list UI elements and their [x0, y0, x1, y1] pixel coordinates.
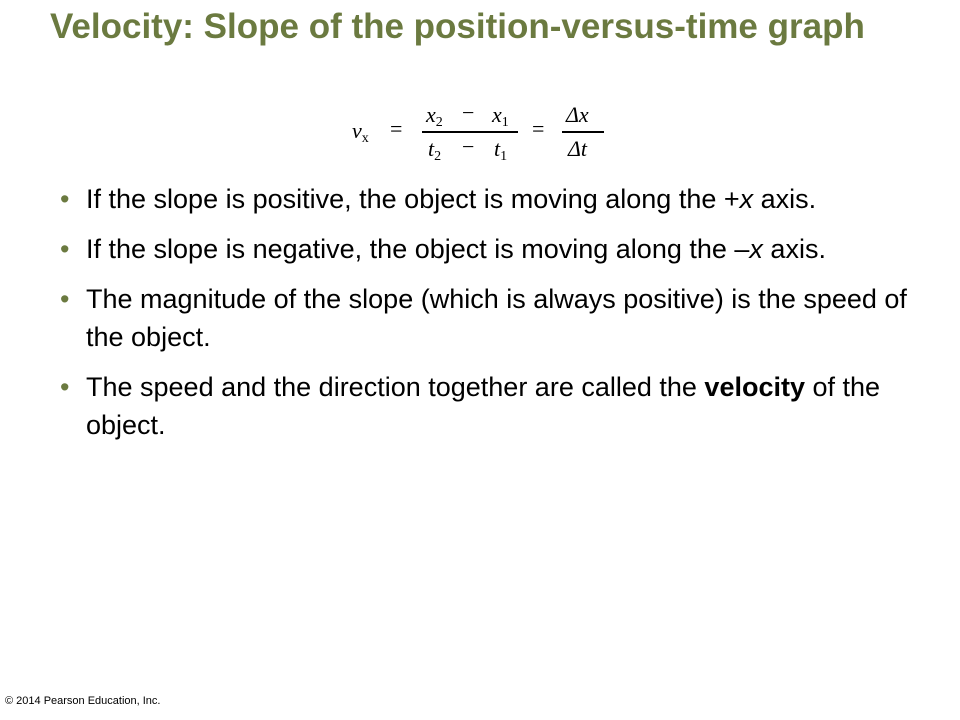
- bullet-item: [60, 368, 920, 444]
- bullet-text: [86, 372, 880, 440]
- bullet-marker: •: [60, 284, 70, 314]
- bullet-item: [60, 280, 920, 356]
- bullet-item: [60, 180, 920, 218]
- eq-delta-t: Δt: [568, 136, 588, 161]
- eq-num-a-var: x: [426, 102, 436, 127]
- bullet-text-bold: velocity: [704, 372, 805, 402]
- eq-den-a-var: t: [428, 136, 435, 161]
- eq-num-minus: −: [462, 100, 475, 125]
- eq-den-b-var: t: [494, 136, 501, 161]
- bullet-text: [86, 184, 816, 214]
- bullet-text-part: If the slope is positive, the object is moving along the +: [86, 184, 740, 214]
- bullet-text: [86, 234, 826, 264]
- eq-den-b: [494, 136, 507, 165]
- eq-lhs-var: v: [352, 118, 362, 143]
- bullet-text: The magnitude of the slope (which is always positive) is the speed of the object.: [86, 284, 907, 352]
- bullet-text-part: The speed and the direction together are called the: [86, 372, 705, 402]
- eq-delta-x: Δx: [566, 102, 589, 127]
- eq-equals-2: =: [532, 116, 545, 141]
- eq-den-a: [428, 136, 441, 165]
- bullet-marker: •: [60, 372, 70, 402]
- slide-title: Velocity: Slope of the position-versus-time graph: [50, 7, 865, 46]
- bullet-marker: •: [60, 234, 70, 264]
- eq-den-a-sub: 2: [434, 149, 442, 164]
- bullet-text-part: axis.: [753, 184, 817, 214]
- copyright-notice: © 2014 Pearson Education, Inc.: [5, 695, 161, 707]
- eq-num-a-sub: 2: [435, 115, 443, 130]
- eq-num-b-var: x: [492, 102, 502, 127]
- bullet-text-italic: x: [739, 184, 754, 214]
- eq-num-a: [426, 102, 443, 131]
- eq-den-minus: −: [462, 134, 475, 159]
- eq-den-b-sub: 1: [500, 149, 508, 164]
- bullet-marker: •: [60, 184, 70, 214]
- eq-num-b: [492, 102, 509, 131]
- bullet-text-part: of the object.: [86, 372, 881, 440]
- velocity-equation: [352, 100, 608, 164]
- eq-fraction-bar-2: [562, 131, 604, 133]
- eq-fraction-bar-1: [422, 131, 518, 133]
- bullet-text-part: If the slope is negative, the object is moving along the –: [86, 234, 750, 264]
- eq-num-b-sub: 1: [501, 115, 509, 130]
- bullet-list: [60, 180, 920, 456]
- eq-equals-1: =: [390, 116, 403, 141]
- bullet-text-italic: x: [749, 234, 763, 264]
- bullet-item: [60, 230, 920, 268]
- eq-lhs-sub: x: [361, 131, 369, 146]
- eq-lhs: [352, 118, 369, 147]
- bullet-text-part: axis.: [762, 234, 826, 264]
